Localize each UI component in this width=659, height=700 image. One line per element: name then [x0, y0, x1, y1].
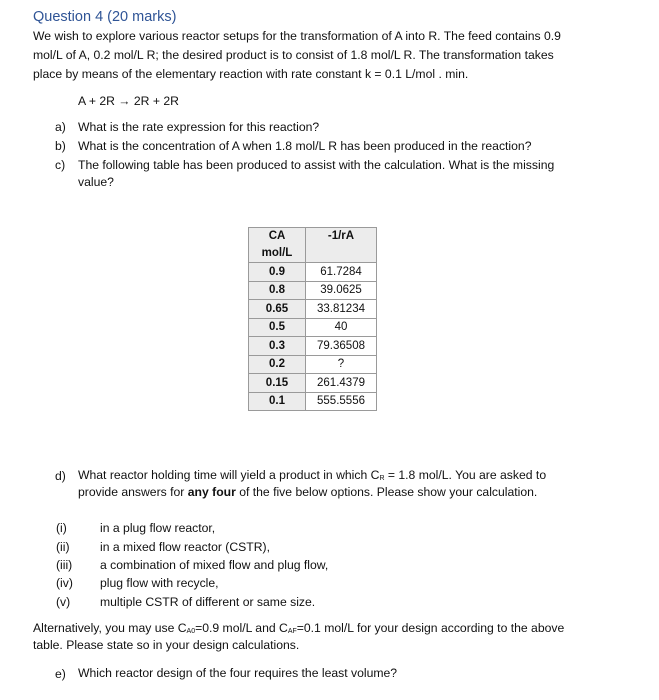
part-b-label: b): [55, 139, 66, 153]
table-row: [249, 374, 377, 393]
part-a-label: a): [55, 120, 66, 134]
inverse-rate-cell: 39.0625: [306, 281, 377, 300]
table-row: [249, 337, 377, 356]
alternative-line-2: table. Please state so in your design calculations.: [33, 638, 300, 652]
part-c-label: c): [55, 158, 66, 172]
alternative-text-b: =0.9 mol/L and C: [195, 621, 288, 635]
ca-cell: 0.9: [249, 263, 306, 282]
part-b-text: What is the concentration of A when 1.8 mol/L R has been produced in the reaction?: [78, 139, 532, 153]
table-row: [249, 355, 377, 374]
part-d-line-2-pre: provide answers for: [78, 485, 188, 499]
part-c-text-line-2: value?: [78, 175, 114, 189]
table-row: [249, 392, 377, 411]
part-d-bold-emphasis: any four: [187, 485, 236, 499]
part-c-text-line-1: The following table has been produced to assist with the calculation. What is the missing: [78, 158, 555, 172]
part-d-line-2-post: of the five below options. Please show your calculation.: [235, 485, 538, 499]
question-title: Question 4 (20 marks): [33, 9, 177, 25]
inverse-rate-cell: 61.7284: [306, 263, 377, 282]
part-d-line-2: [78, 483, 537, 502]
cr-subscript: R: [379, 475, 385, 482]
option-text: plug flow with recycle,: [100, 576, 219, 590]
intro-line-2: mol/L of A, 0.2 mol/L R; the desired product is to consist of 1.8 mol/L R. The transformation takes: [33, 48, 554, 62]
ca-cell: 0.5: [249, 318, 306, 337]
reaction-equation: A + 2R → 2R + 2R: [78, 94, 179, 108]
option-number: (ii): [56, 540, 70, 554]
ca-cell: 0.15: [249, 374, 306, 393]
table-header-ca-unit: mol/L: [261, 247, 293, 259]
ca0-subscript: A0: [186, 628, 196, 635]
part-e-label: e): [55, 667, 66, 681]
option-number: (v): [56, 595, 71, 609]
inverse-rate-cell: 555.5556: [306, 392, 377, 411]
intro-line-3: place by means of the elementary reaction with rate constant k = 0.1 L/mol . min.: [33, 67, 469, 81]
part-e-text: Which reactor design of the four requires the least volume?: [78, 666, 398, 680]
intro-line-1: We wish to explore various reactor setups for the transformation of A into R. The feed contains 0.9: [33, 29, 561, 43]
ca-cell: 0.2: [249, 355, 306, 374]
part-d-line-1-post: = 1.8 mol/L. You are asked to: [384, 468, 547, 482]
option-text: in a plug flow reactor,: [100, 521, 216, 535]
table-row: [249, 318, 377, 337]
inverse-rate-cell: 33.81234: [306, 300, 377, 319]
inverse-rate-cell: 79.36508: [306, 337, 377, 356]
option-text: a combination of mixed flow and plug flow,: [100, 558, 329, 572]
alternative-text-c: =0.1 mol/L for your design according to the above: [296, 621, 565, 635]
table-row: [249, 281, 377, 300]
table-header-ca: [249, 228, 306, 263]
part-a-text: What is the rate expression for this reaction?: [78, 120, 320, 134]
inverse-rate-cell: 40: [306, 318, 377, 337]
option-number: (i): [56, 521, 67, 535]
table-header-ca-symbol: CA: [268, 230, 286, 242]
part-d-line-1-pre: What reactor holding time will yield a product in which C: [78, 468, 380, 482]
part-d-label: d): [55, 469, 66, 483]
inverse-rate-cell: 261.4379: [306, 374, 377, 393]
option-number: (iii): [56, 558, 73, 572]
concentration-rate-table: [248, 227, 377, 411]
ca-cell: 0.1: [249, 392, 306, 411]
option-text: in a mixed flow reactor (CSTR),: [100, 540, 270, 554]
table-header-inverse-rate: -1/rA: [306, 228, 377, 263]
inverse-rate-cell-missing: ?: [306, 355, 377, 374]
ca-cell: 0.8: [249, 281, 306, 300]
caf-subscript: AF: [287, 628, 297, 635]
ca-cell: 0.65: [249, 300, 306, 319]
alternative-text-a: Alternatively, you may use C: [33, 621, 187, 635]
table-header-row: [249, 228, 377, 263]
ca-cell: 0.3: [249, 337, 306, 356]
table-row: [249, 263, 377, 282]
option-number: (iv): [56, 576, 73, 590]
option-text: multiple CSTR of different or same size.: [100, 595, 316, 609]
table-row: [249, 300, 377, 319]
